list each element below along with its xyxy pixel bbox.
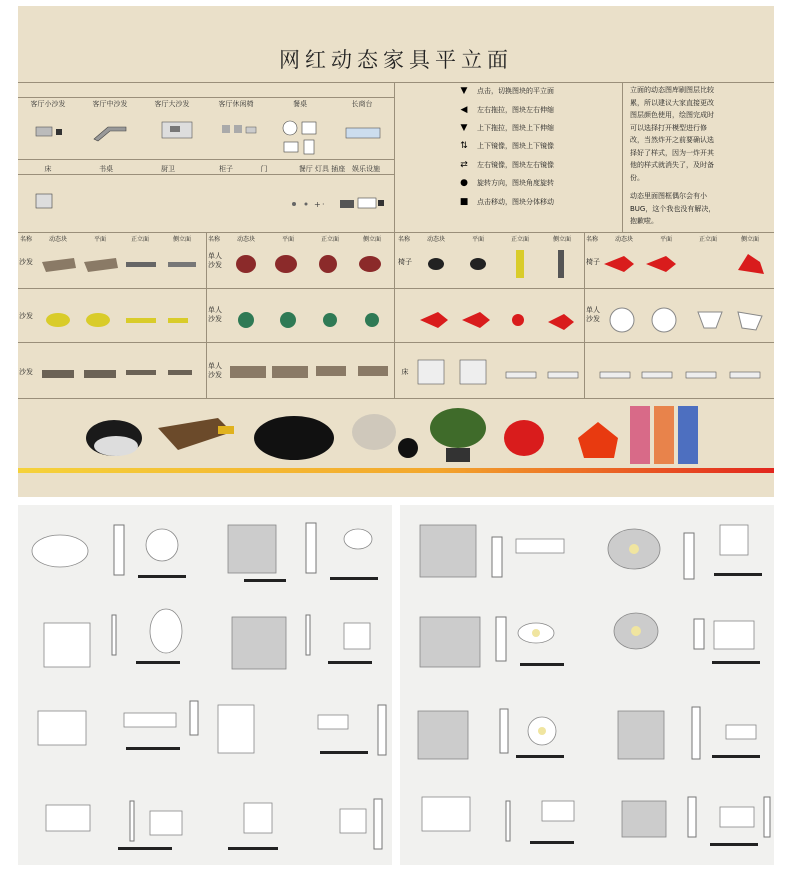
divider [18,82,774,83]
dining-table-icon[interactable] [280,118,322,160]
note-text: 立面的动态图库刷图层比较累，所以建议大家直接更改图层颜色使用，绘图完成时可以选择打开模型进行修改，当然炸开之前要确认选择好了样式，因为一炸开其他的样式就消失了，及时备份。 [630,86,714,182]
lounge-chair-icon[interactable] [218,121,260,145]
triangle-down-icon: ▼ [460,86,468,97]
divider [622,82,623,232]
row-name: 沙发 [19,258,33,266]
floorplan-gallery [18,505,774,865]
col-header: 名称 [585,236,598,243]
top-panel [18,6,774,497]
flip-horizontal-icon: ⇄ [460,159,468,170]
sofa-small-icon[interactable] [28,121,70,145]
bed-icon[interactable] [32,192,74,216]
showcase-illustrations [18,398,774,468]
triangle-left-icon: ◀ [460,104,468,115]
col-header: 侧立面 [740,236,759,243]
legend [455,82,605,211]
room-label: 长商台 [351,100,373,108]
room-label: 客厅小沙发 [30,100,66,108]
legend-item: ◀ 左右拖拉，图块左右伸缩 [455,100,605,118]
col-header: 平面 [471,236,484,243]
fixture-icons[interactable] [288,196,330,220]
room-label: 厨卫 [161,165,175,173]
row-name: 单人沙发 [208,252,222,269]
room-label: 娱乐设施 [352,165,380,173]
sofa-medium-icon[interactable] [90,121,132,145]
col-header: 动态块 [236,236,255,243]
col-header: 名称 [19,236,32,243]
floorplan-drawings [400,505,774,865]
divider [18,174,394,175]
legend-item: ▼ 点击，切换图块的平立面 [455,82,605,100]
rotate-dot-icon: ● [460,178,468,189]
legend-item: ■ 点击移动，图块分体移动 [455,192,605,210]
row-name: 沙发 [19,368,33,376]
divider [18,97,394,98]
floorplan-drawings [18,505,392,865]
page-title: 网红动态家具平立面 [279,48,513,72]
room-label: 餐厅 灯具 插座 [298,165,346,173]
room-label: 客厅休闲椅 [218,100,254,108]
col-header: 平面 [659,236,672,243]
legend-item: ▼ 上下拖拉，图块上下伸缩 [455,119,605,137]
divider [394,82,395,232]
col-header: 侧立面 [362,236,381,243]
note-text: 动态里面图框偶尔会有小BUG，这个我也没有解决，抱歉啦。 [630,192,716,225]
row-name: 床 [401,368,409,376]
room-label: 客厅中沙发 [92,100,128,108]
sofa-large-icon[interactable] [156,118,198,142]
move-square-icon: ■ [459,196,469,207]
col-header: 正立面 [698,236,717,243]
legend-item: ⇅ 上下镜像，图块上下镜像 [455,137,605,155]
room-label: 书桌 [99,165,113,173]
triangle-down-icon: ▼ [460,122,468,133]
floorplan-panel-left [18,505,392,865]
legend-item: ● 旋转方向，图块角度旋转 [455,174,605,192]
col-header: 名称 [397,236,410,243]
row-name: 单人沙发 [208,306,222,323]
room-label: 门 [260,165,268,173]
col-header: 侧立面 [552,236,571,243]
col-header: 动态块 [426,236,445,243]
col-header: 名称 [207,236,220,243]
room-label: 餐桌 [293,100,307,108]
col-header: 正立面 [510,236,529,243]
row-name: 椅子 [586,258,600,266]
room-label: 客厅大沙发 [154,100,190,108]
room-label: 柜子 [219,165,233,173]
long-counter-icon[interactable] [342,124,384,148]
row-name: 单人沙发 [586,306,600,323]
col-header: 正立面 [130,236,149,243]
svg-text:+: + [314,200,321,209]
svg-text:·: · [322,200,325,209]
row-name: 沙发 [19,312,33,320]
col-header: 侧立面 [172,236,191,243]
row-name: 单人沙发 [208,362,222,379]
col-header: 正立面 [320,236,339,243]
room-label: 床 [44,165,52,173]
row-name: 椅子 [398,258,412,266]
gradient-bar [18,468,774,473]
col-header: 动态块 [48,236,67,243]
flip-vertical-icon: ⇅ [460,141,468,152]
divider [18,232,774,233]
legend-item: ⇄ 左右镜像，图块左右镜像 [455,156,605,174]
floorplan-panel-right [400,505,774,865]
divider [18,159,394,160]
furniture-blocks[interactable] [18,242,774,398]
col-header: 动态块 [614,236,633,243]
entertainment-icon[interactable] [338,194,388,218]
col-header: 平面 [93,236,106,243]
col-header: 平面 [281,236,294,243]
